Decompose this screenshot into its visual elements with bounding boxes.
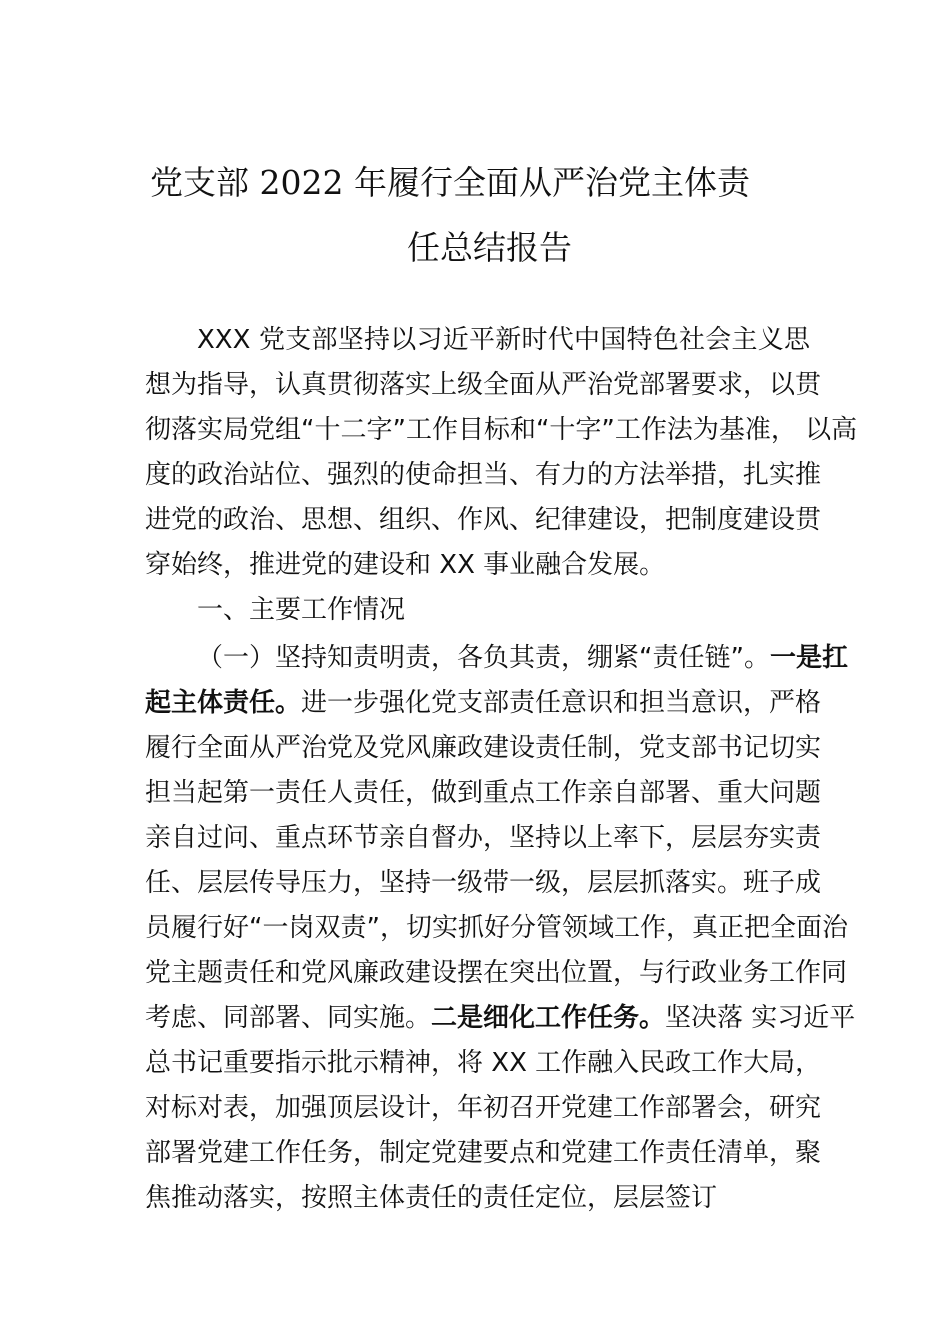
paragraph-line: 亲自过问、重点环节亲自督办，坚持以上率下，层层夯实责 [145, 823, 822, 853]
paragraph-line: 总书记重要指示批示精神，将 XX 工作融入民政工作大局， [145, 1048, 822, 1078]
paragraph-line: 对标对表，加强顶层设计，年初召开党建工作部署会，研究 [145, 1093, 822, 1123]
paragraph-text: 考虑、同部署、同实施。 [145, 1003, 432, 1033]
paragraph-intro-line: 想为指导，认真贯彻落实上级全面从严治党部署要求，以贯 [145, 370, 822, 400]
bold-lead-1a: 一是扛 [769, 643, 848, 673]
paragraph-text: 进一步强化党支部责任意识和担当意识，严格 [301, 688, 822, 718]
paragraph-intro-line: 进党的政治、思想、组织、作风、纪律建设，把制度建设贯 [145, 505, 822, 535]
paragraph-intro-line: XXX 党支部坚持以习近平新时代中国特色社会主义思 [197, 325, 810, 355]
bold-lead-2: 二是细化工作任务。 [431, 1003, 666, 1033]
paragraph-line: 员履行好“一岗双责”，切实抓好分管领域工作，真正把全面治 [145, 913, 848, 943]
paragraph-line [145, 996, 856, 1041]
paragraph-intro-line: 彻落实局党组“十二字”工作目标和“十字”工作法为基准， 以高 [145, 415, 858, 445]
paragraph-text: 坚决落 实习近平 [665, 1003, 856, 1033]
paragraph-line: 任、层层传导压力，坚持一级带一级，层层抓落实。班子成 [145, 868, 822, 898]
paragraph-intro-line: 度的政治站位、强烈的使命担当、有力的方法举措，扎实推 [145, 460, 822, 490]
subsection-heading: （一）坚持知责明责，各负其责，绷紧“责任链”。 [197, 643, 770, 673]
paragraph-intro-line: 穿始终，推进党的建设和 XX 事业融合发展。 [145, 550, 666, 580]
bold-lead-1b: 起主体责任。 [145, 688, 302, 718]
paragraph-line: 部署党建工作任务，制定党建要点和党建工作责任清单，聚 [145, 1138, 822, 1168]
paragraph-line: 履行全面从严治党及党风廉政建设责任制，党支部书记切实 [145, 733, 822, 763]
paragraph-line [145, 681, 822, 726]
paragraph-line: 担当起第一责任人责任，做到重点工作亲自部署、重大问题 [145, 778, 822, 808]
subsection-line [197, 636, 848, 681]
paragraph-line: 党主题责任和党风廉政建设摆在突出位置，与行政业务工作同 [145, 958, 848, 988]
document-title-line-1: 党支部 2022 年履行全面从严治党主体责 [150, 163, 750, 202]
paragraph-line: 焦推动落实，按照主体责任的责任定位，层层签订 [145, 1183, 718, 1213]
section-heading: 一、主要工作情况 [197, 595, 406, 625]
document-title-line-2: 任总结报告 [407, 228, 572, 267]
